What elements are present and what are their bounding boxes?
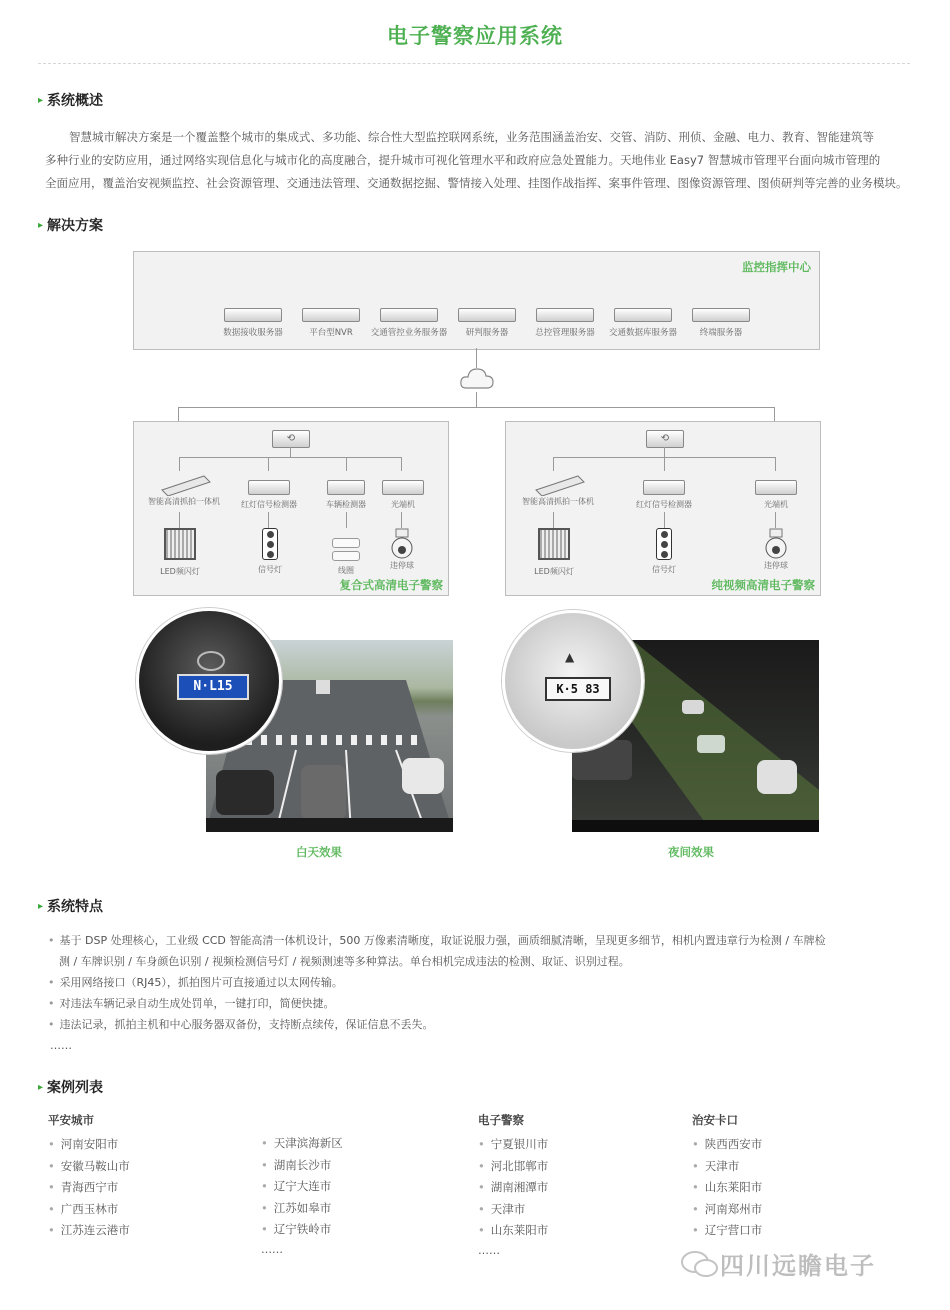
red-light-detector: 红灯信号检测器 [628,480,700,510]
composite-police-title: 复合式高清电子警察 [339,578,443,592]
server-icon [302,308,360,322]
dome-camera: 违停球 [384,528,420,571]
detector-icon [248,480,290,495]
connector-line [178,407,774,408]
list-item: • 辽宁铁岭市 [261,1219,461,1241]
server-icon [458,308,516,322]
day-plate-zoom [136,608,282,754]
switch-icon: ⟲ [272,430,310,448]
video-police-box [505,421,821,596]
list-item: • 山东莱阳市 [692,1177,892,1199]
night-license-plate: K·5 83 [545,677,611,701]
optical-terminal-icon [382,480,424,495]
led-strobe: LED频闪灯 [152,528,208,577]
case-column-e-police [478,1112,678,1260]
section-arrow-icon: ▸ [38,219,44,231]
case-column-safe-city-2 [261,1112,461,1259]
overview-paragraph [45,126,915,195]
led-strobe-icon [538,528,570,560]
case-column-title: 治安卡口 [692,1113,738,1127]
switch-icon: ⟲ [646,430,684,448]
overview-heading-text: 系统概述 [47,93,104,109]
traffic-light: 信号灯 [646,528,682,575]
list-item: • 陕西西安市 [692,1134,892,1156]
dome-camera-icon [389,528,415,560]
composite-police-box [133,421,449,596]
list-item: • 天津市 [692,1156,892,1178]
traffic-light-icon [656,528,672,560]
section-arrow-icon: ▸ [38,900,44,912]
page-title: 电子警察应用系统 [387,24,563,48]
overview-line: 智慧城市解决方案是一个覆盖整个城市的集成式、多功能、综合性大型监控联网系统，业务范围涵盖治安、交管、消防、刑侦、金融、电力、教育、智能建筑等 [69,130,874,144]
server-device: 总控管理服务器 [526,308,604,338]
watermark-text: 四川远瞻电子 [720,1252,876,1280]
day-caption: 白天效果 [296,845,342,859]
night-caption: 夜间效果 [668,845,714,859]
section-arrow-icon: ▸ [38,94,44,106]
video-police-title: 纯视频高清电子警察 [711,578,815,592]
server-device: 交通管控业务服务器 [370,308,448,338]
camera-icon [528,472,588,496]
night-plate-zoom [502,610,644,752]
solution-heading-text: 解决方案 [47,218,104,234]
feature-item: • 基于 DSP 处理核心，工业级 CCD 智能高清一体机设计，500 万像素清晰度，取证说服力强，画质细腻清晰，呈现更多细节，相机内置违章行为检测 / 车牌检 [48,930,908,951]
connector-line [774,407,775,421]
led-strobe: LED频闪灯 [526,528,582,577]
case-column-safe-city [48,1112,248,1242]
list-item: • 天津市 [478,1199,678,1221]
optical-terminal: 光端机 [750,480,802,510]
watermark [680,1246,876,1281]
list-item: • 江苏如皋市 [261,1198,461,1220]
cases-heading [38,1077,103,1097]
server-icon [536,308,594,322]
led-strobe-icon [164,528,196,560]
connector-line [178,407,179,421]
connector-line [476,392,477,407]
list-item: • 辽宁营口市 [692,1220,892,1242]
camera-device: 智能高清抓拍一体机 [510,472,606,507]
features-heading-text: 系统特点 [47,899,104,915]
dome-camera-icon [763,528,789,560]
monitoring-center-box [133,251,820,350]
vehicle-detector: 车辆检测器 [314,480,378,510]
list-item: • 河北邯郸市 [478,1156,678,1178]
cases-heading-text: 案例列表 [47,1080,104,1096]
connector-line [290,447,291,457]
traffic-light-icon [262,528,278,560]
overview-line: 全面应用，覆盖治安视频监控、社会资源管理、交通违法管理、交通数据挖掘、警情接入处理、挂图作战指挥、案事件管理、图像资源管理、图侦研判等完善的业务模块。 [45,176,908,190]
feature-item-continuation: 测 / 车牌识别 / 车身颜色识别 / 视频检测信号灯 / 视频测速等多种算法。单台相机完成违法的检测、取证、识别过程。 [59,955,630,968]
list-ellipsis: …… [261,1242,283,1256]
divider [38,63,910,64]
coil: 线圈 [328,538,364,576]
case-column-checkpoint [692,1112,892,1242]
monitoring-center-title: 监控指挥中心 [742,260,811,274]
server-device: 数据接收服务器 [214,308,292,338]
server-device: 平台型NVR [292,308,370,338]
detector-icon [643,480,685,495]
features-list [48,930,908,1056]
optical-terminal-icon [755,480,797,495]
dome-camera: 违停球 [758,528,794,571]
list-item: • 山东莱阳市 [478,1220,678,1242]
feature-item: • 对违法车辆记录自动生成处罚单，一键打印，简便快捷。 [48,993,908,1014]
camera-device: 智能高清抓拍一体机 [136,472,232,507]
server-icon [224,308,282,322]
traffic-light: 信号灯 [252,528,288,575]
list-item: • 广西玉林市 [48,1199,248,1221]
case-column-title: 平安城市 [48,1113,94,1127]
section-arrow-icon: ▸ [38,1081,44,1093]
overview-heading [38,90,103,110]
red-light-detector: 红灯信号检测器 [234,480,304,510]
list-ellipsis: …… [478,1243,500,1257]
detector-icon [327,480,365,495]
list-item: • 湖南长沙市 [261,1155,461,1177]
cloud-icon [458,364,496,392]
server-device: 交通数据库服务器 [604,308,682,338]
connector-line [179,457,401,458]
list-item: • 河南安阳市 [48,1134,248,1156]
list-item: • 安徽马鞍山市 [48,1156,248,1178]
coil-icon [332,538,360,548]
server-device: 研判服务器 [448,308,526,338]
features-heading [38,896,103,916]
center-device-row [214,308,760,338]
camera-icon [154,472,214,496]
overview-line: 多种行业的安防应用，通过网络实现信息化与城市化的高度融合，提升城市可视化管理水平和政府应急处置能力。天地伟业 Easy7 智慧城市管理平台面向城市管理的 [45,153,881,167]
day-license-plate: N·L15 [177,674,249,700]
list-item: • 江苏连云港市 [48,1220,248,1242]
list-item: • 河南郑州市 [692,1199,892,1221]
list-item: • 青海西宁市 [48,1177,248,1199]
car-logo-icon: ▲ [565,650,575,664]
wechat-icon [680,1249,720,1279]
server-icon [692,308,750,322]
optical-terminal: 光端机 [378,480,428,510]
list-item: • 湖南湘潭市 [478,1177,678,1199]
list-item: • 天津滨海新区 [261,1133,461,1155]
server-icon [380,308,438,322]
features-ellipsis: …… [50,1039,72,1052]
case-column-title: 电子警察 [478,1113,524,1127]
feature-item: • 违法记录，抓拍主机和中心服务器双备份，支持断点续传，保证信息不丢失。 [48,1014,908,1035]
server-device: 终端服务器 [682,308,760,338]
solution-heading [38,215,103,235]
feature-item: • 采用网络接口（RJ45），抓拍图片可直接通过以太网传输。 [48,972,908,993]
list-item: • 辽宁大连市 [261,1176,461,1198]
car-logo-icon [197,651,225,671]
server-icon [614,308,672,322]
list-item: • 宁夏银川市 [478,1134,678,1156]
